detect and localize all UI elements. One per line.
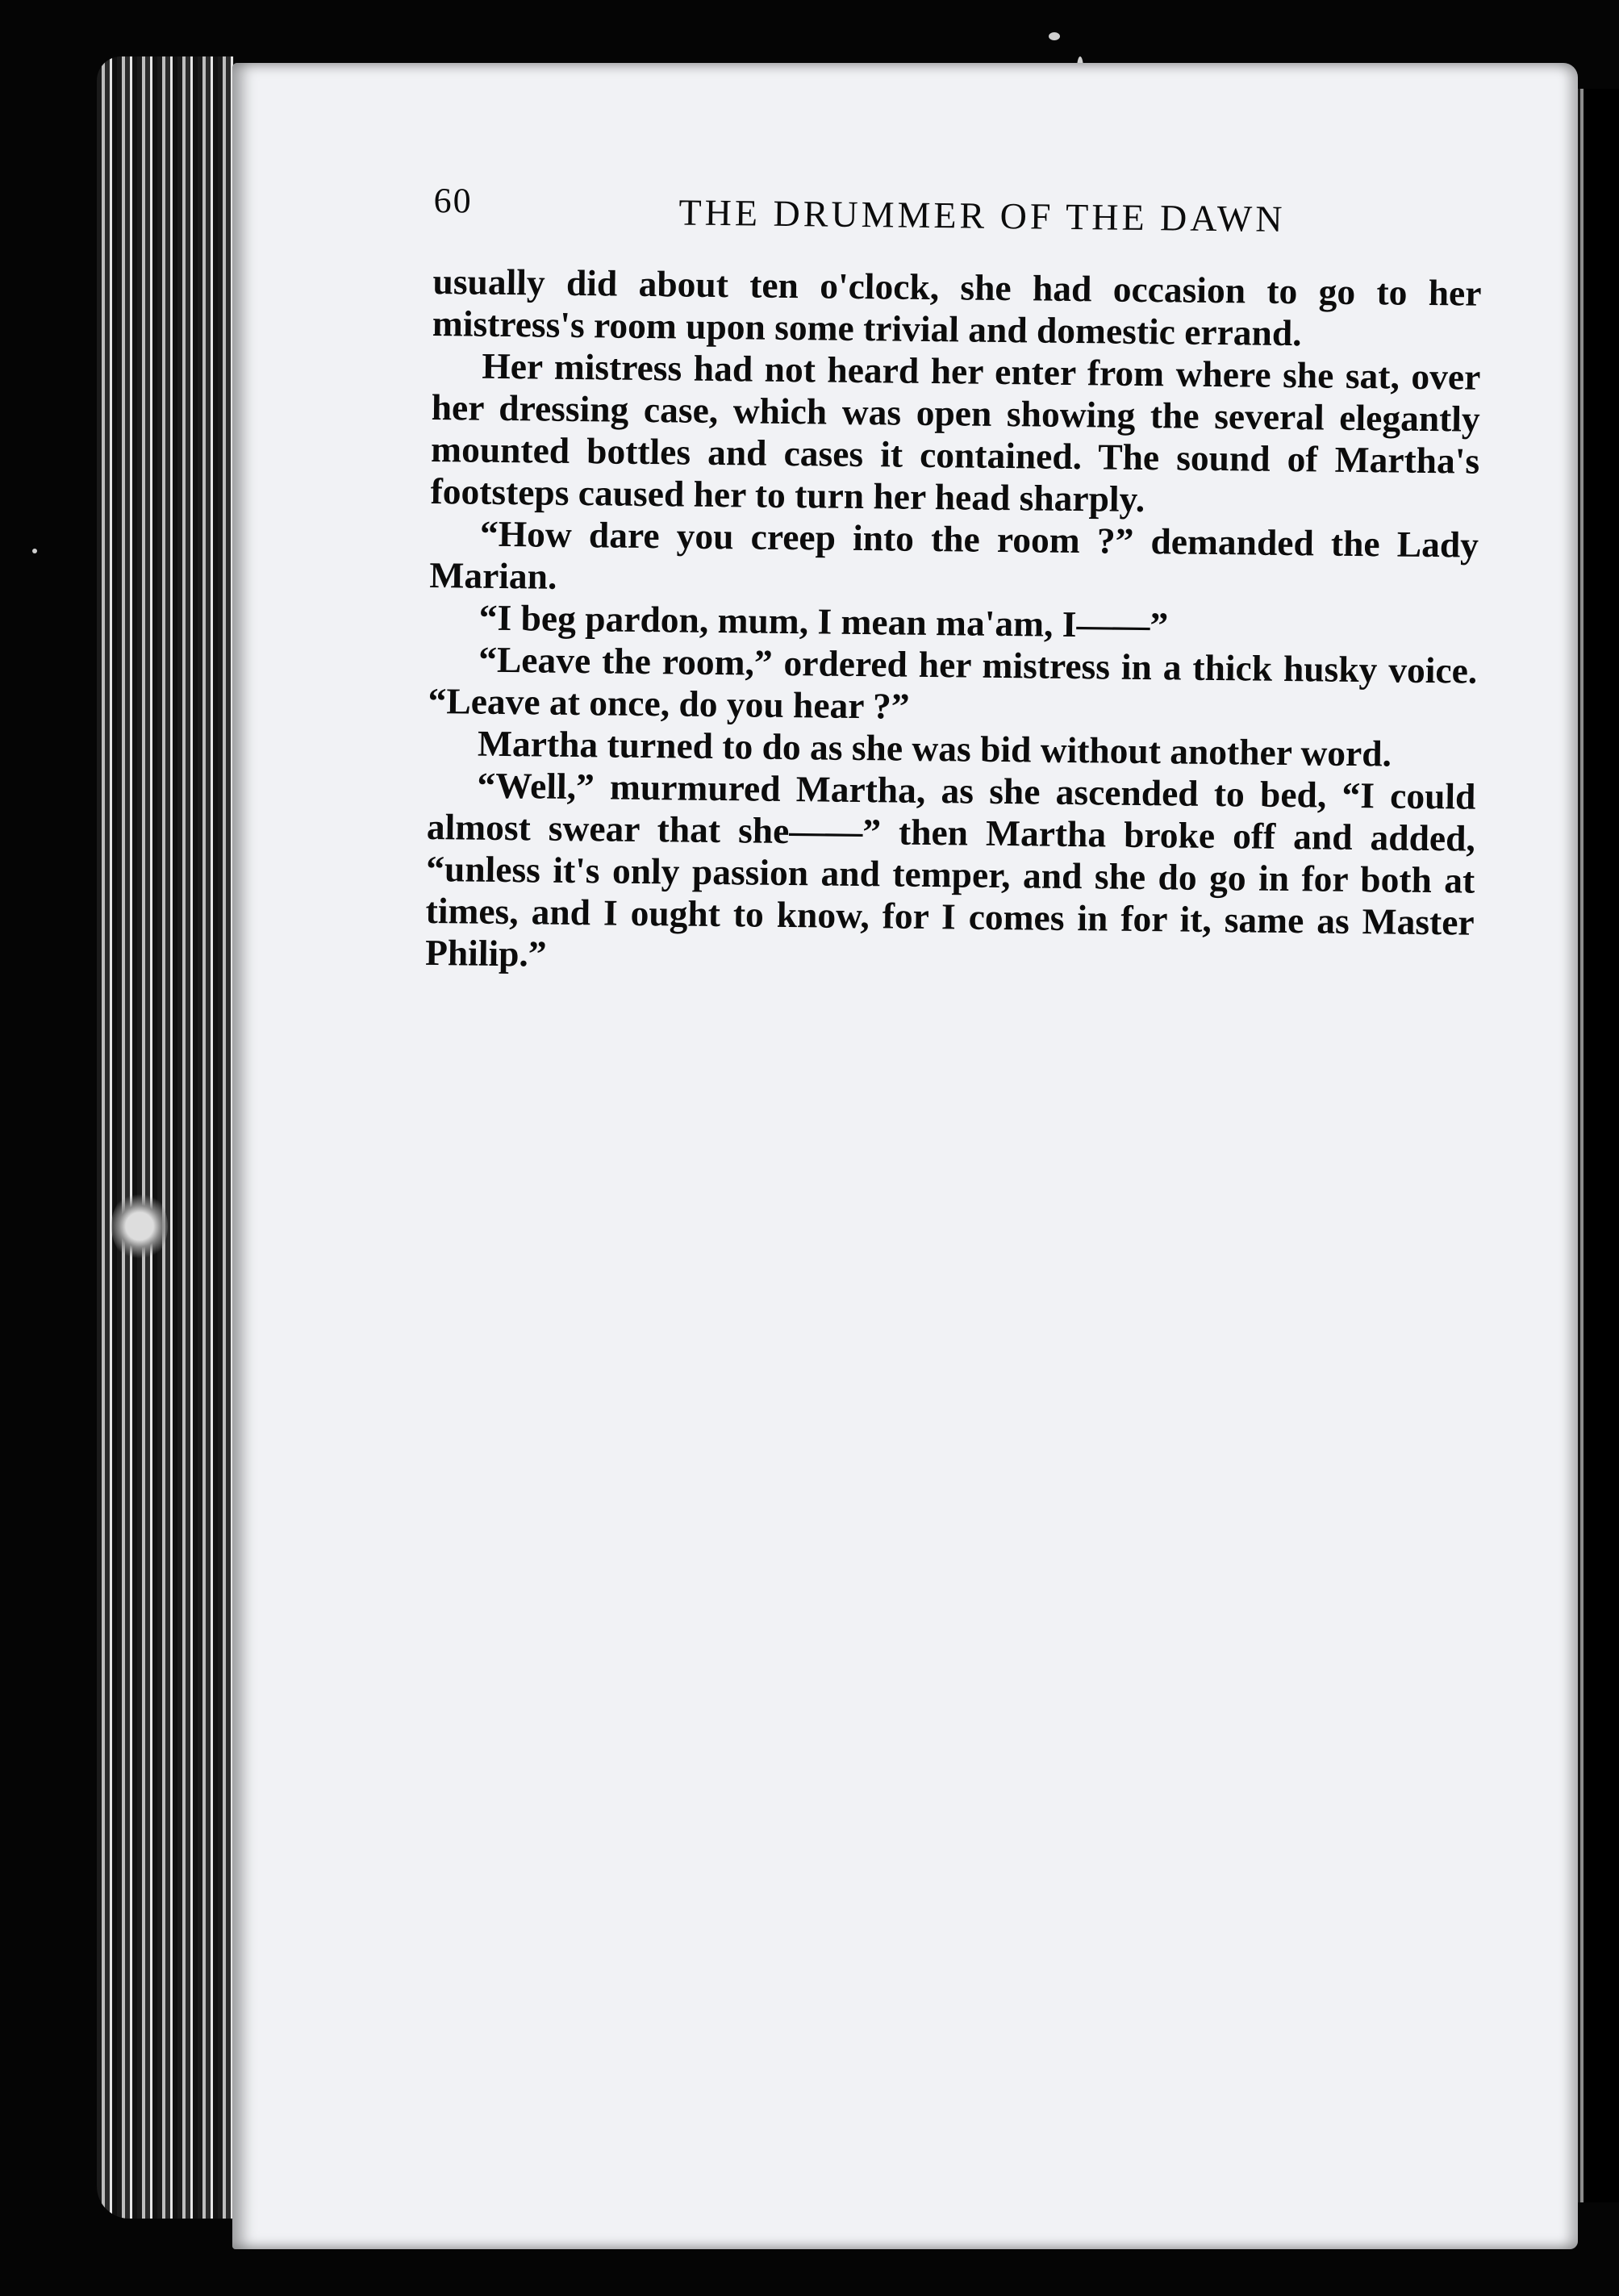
book-page bbox=[232, 63, 1578, 2249]
paragraph: “Leave the room,” ordered her mistress in a thick husky voice. “Leave at once, do you hear ?” bbox=[428, 638, 1478, 727]
smudge-mark bbox=[111, 1190, 168, 1263]
page-edges-left bbox=[97, 56, 234, 2219]
paragraph: “How dare you creep into the room ?” demanded the Lady Marian. bbox=[429, 512, 1479, 597]
paragraph: usually did about ten o'clock, she had occasion to go to her mistress's room upon some trivial and domestic errand. bbox=[432, 260, 1482, 354]
page-text-block bbox=[425, 180, 1483, 986]
dust-speck bbox=[32, 549, 37, 553]
paragraph: Martha turned to do as she was bid without another word. bbox=[477, 722, 1392, 774]
paragraph: “I beg pardon, mum, I mean ma'am, I——” bbox=[478, 596, 1169, 646]
paragraph: Her mistress had not heard her enter from where she sat, over her dressing case, which was open showing the several elegantly mounted bottles and cases it contained. The sound of Martha's footsteps caused her to turn her head sharply. bbox=[430, 344, 1481, 520]
page-number: 60 bbox=[433, 180, 473, 221]
body-text bbox=[425, 261, 1482, 986]
page-header bbox=[433, 180, 1483, 273]
paragraph: “Well,” murmured Martha, as she ascended to bed, “I could almost swear that she——” then Martha broke off and added, “unless it's only passion and temper, and she do go in for both at times, and I ought to know, for I comes in for it, same as Master Philip.” bbox=[424, 764, 1476, 975]
running-title: THE DRUMMER OF THE DAWN bbox=[678, 191, 1286, 240]
dust-speck bbox=[1049, 32, 1060, 40]
